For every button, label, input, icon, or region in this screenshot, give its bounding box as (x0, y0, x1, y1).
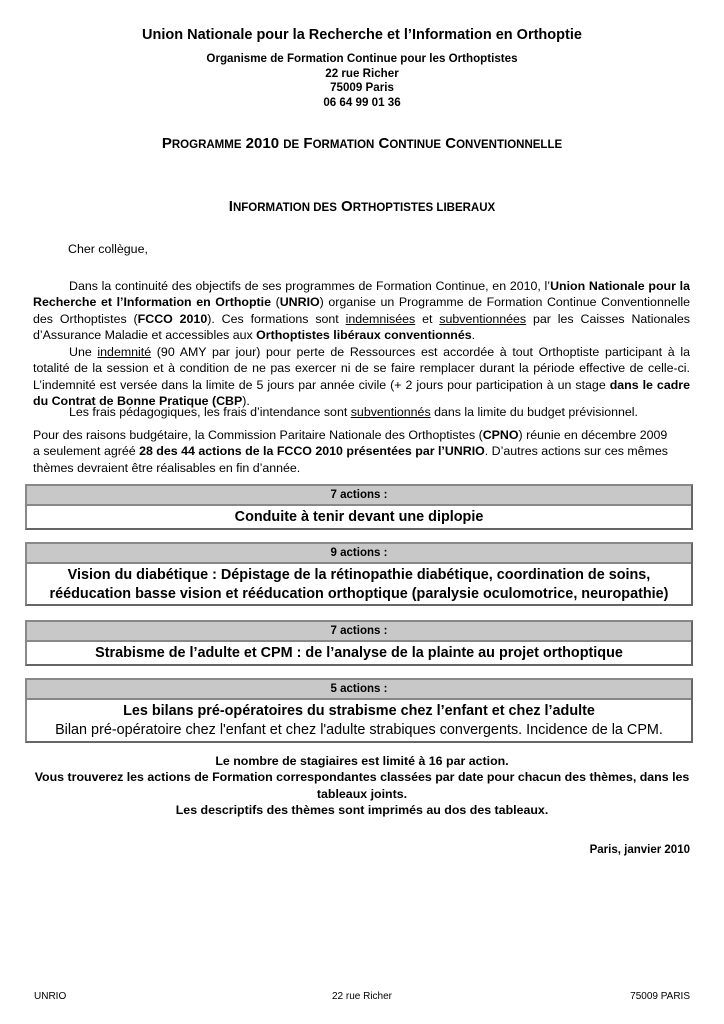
date-line: Paris, janvier 2010 (589, 844, 690, 856)
t: NFORMATION DES (232, 202, 337, 214)
t: par les Caisses Nationales d’Assurance Maladie et accessibles aux (33, 311, 690, 342)
t: F (299, 135, 313, 152)
footer-left: UNRIO (34, 991, 67, 1002)
paragraph-3 (33, 404, 690, 420)
theme-subtitle: Bilan pré-opératoire chez l'enfant et chez l'adulte strabiques convergents. Incidence de la CPM. (55, 721, 663, 738)
t: UNRIO (279, 295, 320, 310)
t: (90 AMY par jour) pour perte de Ressources est accordée à tout Orthoptiste participant à la totalité de la session et à condition de ne pas exercer ni de se faire remplacer durant la période effective de celle-ci. L’indemnité est versée dans la limite de 5 jours par année civile (+ 2 jours pour participation à un stage (33, 345, 690, 392)
t: RTHOPTISTES LIBERAUX (352, 202, 496, 214)
t: ROGRAMME (171, 139, 242, 151)
t: indemnisées (345, 311, 416, 326)
t: ) organise un Programme de Formation Continue Conventionnelle des Orthoptistes ( (33, 295, 691, 326)
t: C (374, 135, 390, 152)
t: ONVENTIONNELLE (456, 139, 563, 151)
theme-box (25, 542, 693, 606)
action-count: 5 actions : (27, 680, 691, 700)
paragraph-1 (33, 278, 690, 343)
t: subventionnés (350, 405, 431, 419)
t: ORMATION (312, 139, 375, 151)
salutation: Cher collègue, (68, 242, 148, 256)
t: 2010 (241, 135, 284, 152)
t: dans le cadre du Contrat de Bonne Pratique (CBP (33, 377, 690, 408)
t: subventionnées (439, 311, 527, 326)
t: dans la limite du budget prévisionnel. (430, 405, 638, 419)
action-count: 7 actions : (27, 486, 691, 506)
paragraph-2 (33, 344, 690, 409)
theme-title: Strabisme de l’adulte et CPM : de l’analyse de la plainte au projet orthoptique (95, 645, 623, 661)
closing-line: Le nombre de stagiaires est limité à 16 par action. (215, 754, 509, 768)
t: CPNO (482, 428, 519, 442)
t: FCCO 2010 (137, 311, 208, 326)
document-title: Union Nationale pour la Recherche et l’Information en Orthoptie (142, 27, 582, 43)
t: Union Nationale pour la Recherche et l’Information en Orthoptie (33, 279, 690, 310)
theme-title: Vision du diabétique : Dépistage de la rétinopathie diabétique, coordination de soins, rééducation basse vision et rééducation orthoptique (paralysie oculomotrice, neuropathie) (49, 567, 669, 602)
org-street: 22 rue Richer (325, 66, 399, 80)
t: I (228, 198, 233, 215)
theme-box (25, 620, 693, 666)
organization-info (0, 52, 724, 110)
t: Une (69, 345, 98, 359)
theme-box (25, 484, 693, 530)
closing-line: Les descriptifs des thèmes sont imprimés au dos des tableaux. (175, 802, 549, 817)
org-city: 75009 Paris (330, 81, 394, 94)
footer-center: 22 rue Richer (331, 991, 393, 1002)
closing-line: Vous trouverez les actions de Formation correspondantes classées par date pour chacun des thèmes, dans les tableaux joints. (34, 770, 690, 801)
t: Orthoptistes libéraux conventionnés (256, 327, 472, 342)
org-phone: 06 64 99 01 36 (323, 95, 401, 109)
t: ) réunie en décembre 2009 a seulement agréé (33, 428, 668, 459)
t: ). (242, 393, 250, 408)
t: Dans la continuité des objectifs de ses programmes de Formation Continue, en 2010, l’ (69, 279, 551, 293)
action-count: 7 actions : (27, 622, 691, 642)
t: . D’autres actions sur ces mêmes thèmes devraient être réalisables en fin d’année. (33, 444, 668, 475)
theme-box (25, 678, 693, 743)
information-heading (0, 198, 724, 215)
t: Les frais pédagogiques, les frais d’intendance sont (69, 405, 351, 419)
programme-heading (0, 135, 724, 152)
t: ONTINUE (389, 139, 442, 151)
theme-title: Les bilans pré-opératoires du strabisme chez l’enfant et chez l’adulte (123, 703, 595, 719)
t: 28 des 44 actions de la FCCO 2010 présentées par l’UNRIO (139, 444, 485, 459)
org-name: Organisme de Formation Continue pour les Orthoptistes (206, 52, 518, 65)
t: P (161, 135, 172, 152)
t: . (471, 327, 476, 342)
t: DE (283, 139, 300, 151)
t: indemnité (97, 345, 152, 359)
t: C (441, 135, 457, 152)
action-count: 9 actions : (27, 544, 691, 564)
t: et (415, 311, 440, 326)
t: ). Ces formations sont (207, 311, 346, 326)
paragraph-4 (33, 427, 673, 476)
t: ( (271, 295, 280, 310)
closing-notes (0, 753, 724, 818)
theme-title: Conduite à tenir devant une diplopie (234, 509, 484, 525)
t: O (336, 198, 353, 215)
t: Pour des raisons budgétaire, la Commission Paritaire Nationale des Orthoptistes ( (33, 428, 483, 442)
footer-right: 75009 PARIS (630, 991, 690, 1002)
